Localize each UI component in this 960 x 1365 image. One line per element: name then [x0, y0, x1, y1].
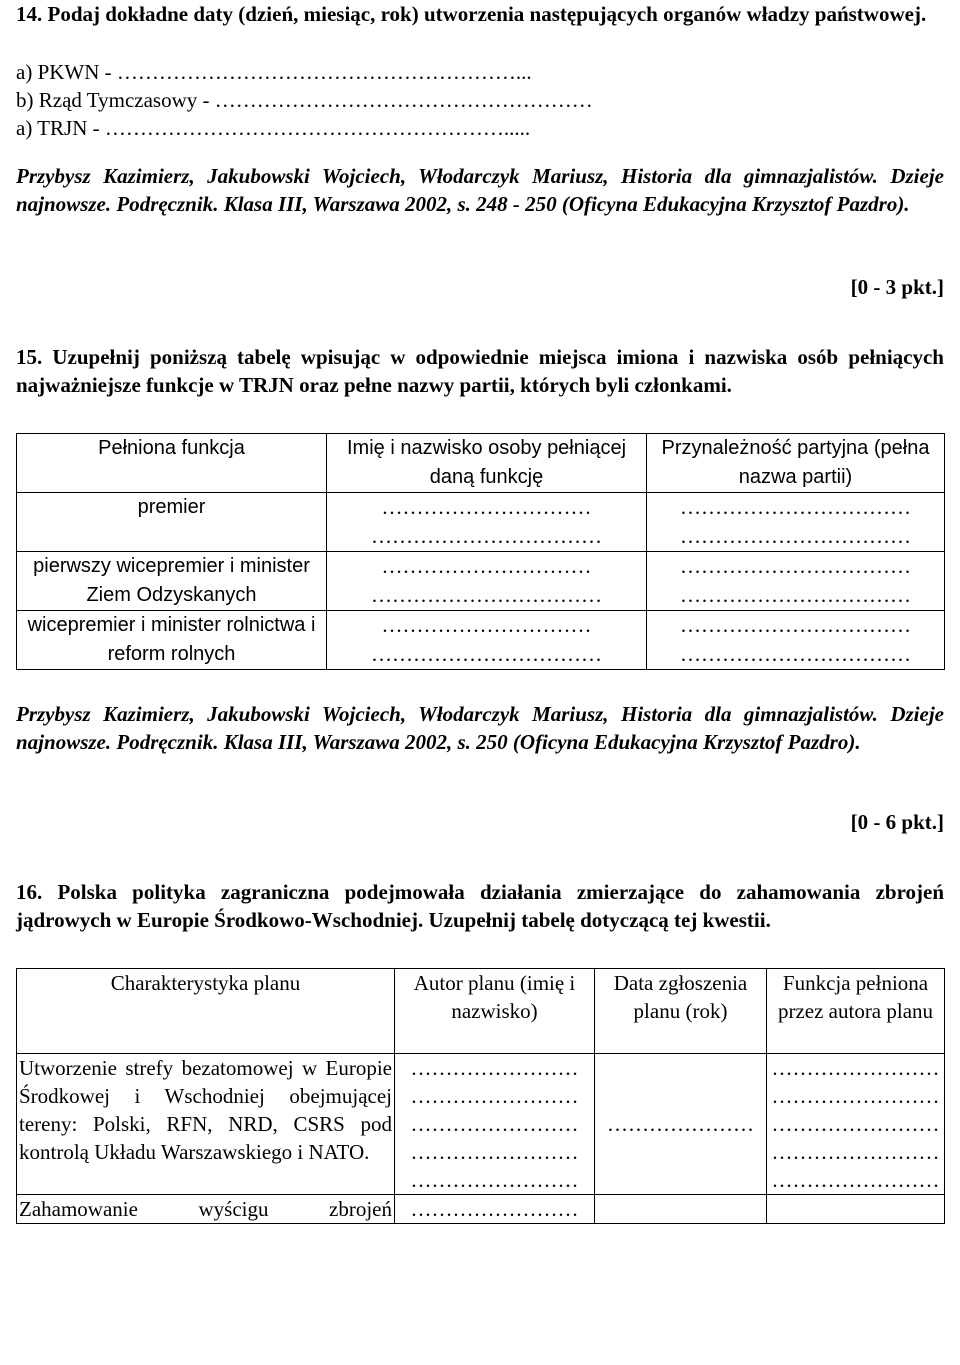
author-answer-cell[interactable]: …………………… …………………… …………………… …………………… ……………………: [395, 1054, 595, 1195]
person-answer-cell[interactable]: ………………………… ……………………………: [327, 493, 647, 552]
question-15-table: [16, 433, 945, 670]
year-answer-cell[interactable]: …………………: [595, 1054, 767, 1195]
table-header-row: [17, 434, 945, 493]
question-14-title: 14. Podaj dokładne daty (dzień, miesiąc, rok) utworzenia następujących organów władzy państwowej.: [16, 2, 927, 26]
question-14-answers: [16, 58, 944, 142]
header-person: Imię i nazwisko osoby pełniącej daną funkcję: [327, 434, 647, 493]
question-16-title: 16. Polska polityka zagraniczna podejmowała działania zmierzające do zahamowania zbrojeń jądrowych w Europie Środkowo-Wschodniej. Uzupełnij tabelę dotyczącą tej kwestii.: [16, 880, 944, 932]
table-row: [17, 611, 945, 670]
role-answer-cell[interactable]: [767, 1195, 945, 1224]
party-answer-cell[interactable]: …………………………… ……………………………: [647, 611, 945, 670]
answer-line-rzad-tymczasowy[interactable]: b) Rząd Tymczasowy - ………………………………………………: [16, 88, 593, 112]
table-row: [17, 1195, 945, 1224]
question-15-source: Przybysz Kazimierz, Jakubowski Wojciech, Włodarczyk Mariusz, Historia dla gimnazjalistów. Dzieje najnowsze. Podręcznik. Klasa III, Warszawa 2002, s. 250 (Oficyna Edukacyjna Krzysztof Pazdro).: [16, 702, 944, 754]
person-answer-cell[interactable]: ………………………… ……………………………: [327, 552, 647, 611]
question-14-points: [0 - 3 pkt.]: [850, 275, 944, 299]
table-row: [17, 493, 945, 552]
party-answer-cell[interactable]: …………………………… ……………………………: [647, 552, 945, 611]
question-15-points: [0 - 6 pkt.]: [850, 810, 944, 834]
answer-line-trjn[interactable]: a) TRJN - ………………………………………………….....: [16, 116, 531, 140]
question-14-source: Przybysz Kazimierz, Jakubowski Wojciech, Włodarczyk Mariusz, Historia dla gimnazjalistów. Dzieje najnowsze. Podręcznik. Klasa III, Warszawa 2002, s. 248 - 250 (Oficyna Edukacyjna Krzysztof Pazdro).: [16, 164, 944, 216]
question-15-title: 15. Uzupełnij poniższą tabelę wpisując w odpowiednie miejsca imiona i nazwiska osób pełniących najważniejsze funkcje w TRJN oraz pełne nazwy partii, których byli członkami.: [16, 345, 944, 397]
header-author: Autor planu (imię i nazwisko): [395, 969, 595, 1054]
header-year: Data zgłoszenia planu (rok): [595, 969, 767, 1054]
header-party: Przynależność partyjna (pełna nazwa partii): [647, 434, 945, 493]
header-role: Funkcja pełniona przez autora planu: [767, 969, 945, 1054]
answer-line-pkwn[interactable]: a) PKWN - …………………………………………………...: [16, 60, 532, 84]
function-cell: wicepremier i minister rolnictwa i reform rolnych: [17, 611, 327, 670]
header-plan: Charakterystyka planu: [17, 969, 395, 1054]
table-row: [17, 552, 945, 611]
party-answer-cell[interactable]: …………………………… ……………………………: [647, 493, 945, 552]
question-16-table: [16, 968, 945, 1224]
role-answer-cell[interactable]: …………………… …………………… …………………… …………………… ……………………: [767, 1054, 945, 1195]
table-row: [17, 1054, 945, 1195]
function-cell: pierwszy wicepremier i minister Ziem Odzyskanych: [17, 552, 327, 611]
header-function: Pełniona funkcja: [17, 434, 327, 493]
plan-description-cell: Zahamowanie wyścigu zbrojeń: [17, 1195, 395, 1224]
plan-description-cell: Utworzenie strefy bezatomowej w Europie Środkowej i Wschodniej obejmującej tereny: Polski, RFN, NRD, CSRS pod kontrolą Układu Warszawskiego i NATO.: [17, 1054, 395, 1195]
worksheet-page: [16, 0, 944, 1224]
year-answer-cell[interactable]: [595, 1195, 767, 1224]
person-answer-cell[interactable]: ………………………… ……………………………: [327, 611, 647, 670]
function-cell: premier: [17, 493, 327, 552]
table-header-row: [17, 969, 945, 1054]
author-answer-cell[interactable]: ……………………: [395, 1195, 595, 1224]
